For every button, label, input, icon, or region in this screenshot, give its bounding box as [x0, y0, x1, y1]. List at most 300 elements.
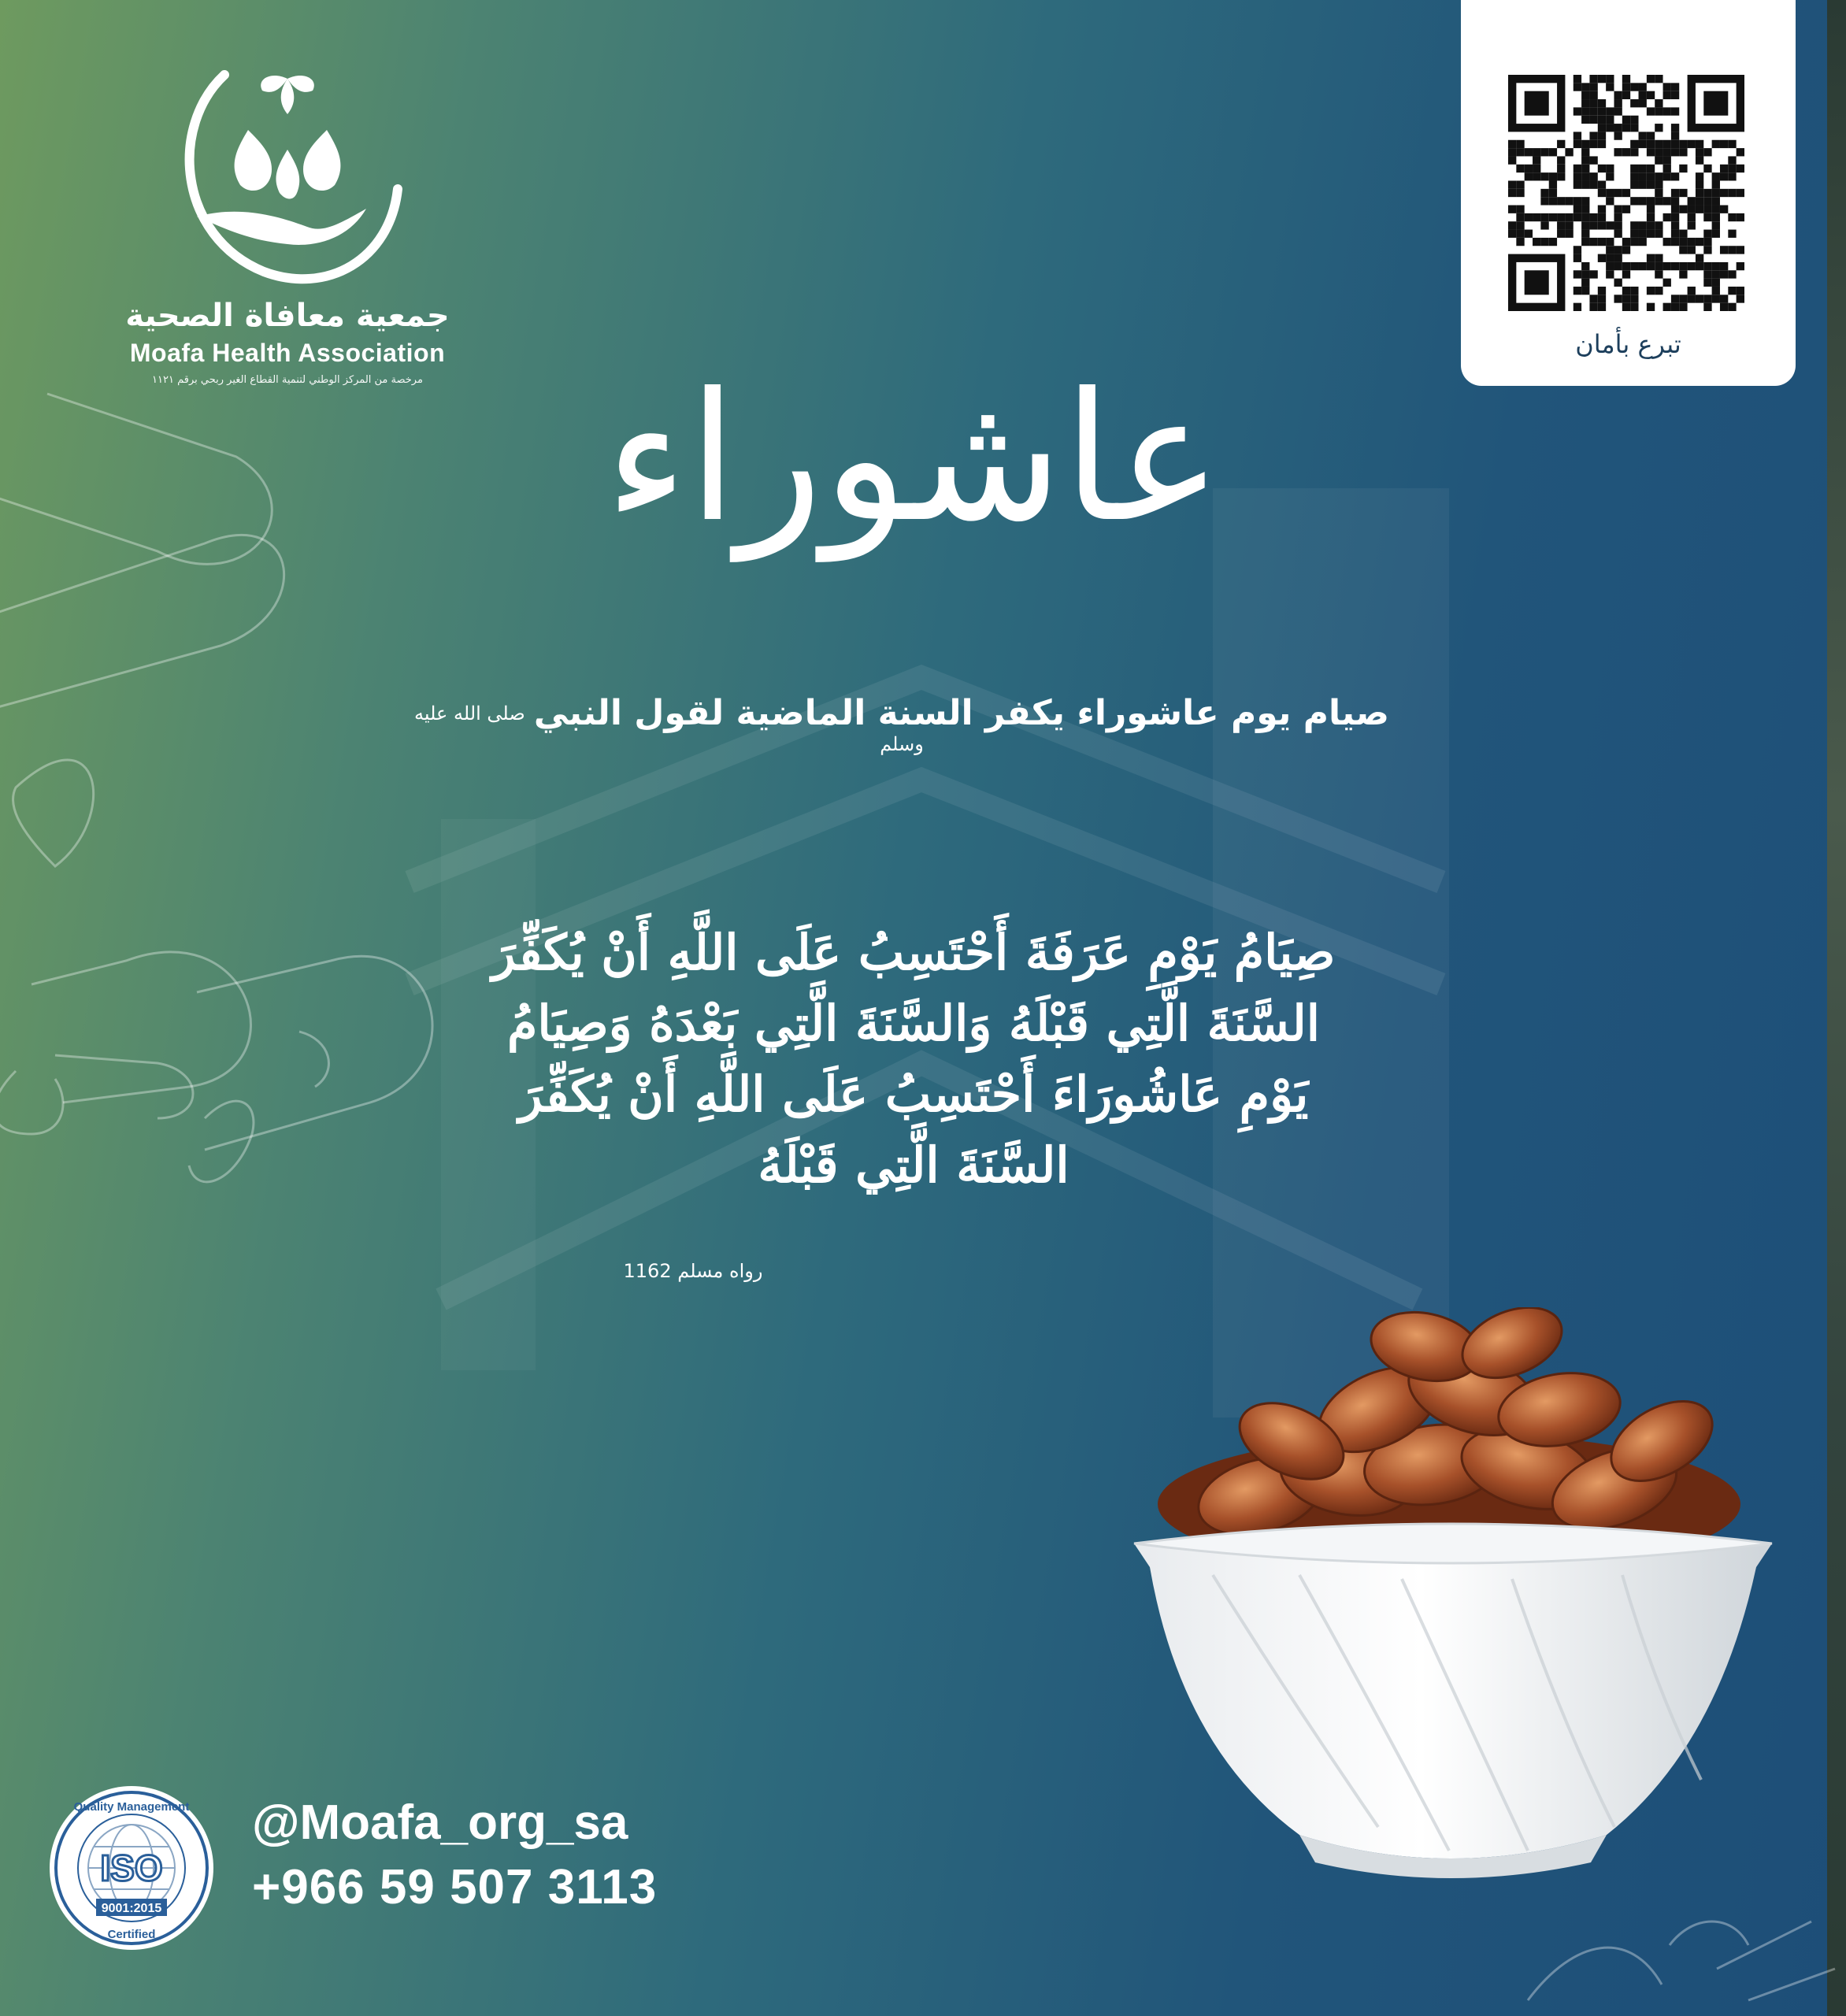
qr-module	[1630, 221, 1638, 229]
qr-module	[1606, 124, 1614, 132]
qr-module	[1574, 165, 1581, 172]
qr-module	[1581, 221, 1589, 229]
qr-module	[1598, 295, 1606, 302]
qr-module	[1679, 189, 1687, 197]
qr-module	[1679, 206, 1687, 213]
qr-module	[1712, 270, 1720, 278]
qr-module	[1663, 91, 1671, 99]
qr-module	[1598, 75, 1606, 83]
qr-module	[1728, 165, 1736, 172]
qr-module	[1671, 197, 1679, 205]
qr-module	[1581, 148, 1589, 156]
qr-module	[1598, 99, 1606, 107]
qr-module	[1647, 262, 1655, 270]
qr-module	[1606, 83, 1614, 91]
qr-module	[1639, 230, 1647, 238]
qr-module	[1679, 148, 1687, 156]
qr-module	[1622, 246, 1630, 254]
qr-module	[1737, 262, 1744, 270]
qr-module	[1614, 230, 1622, 238]
qr-module	[1639, 83, 1647, 91]
qr-module	[1589, 116, 1597, 124]
qr-module	[1565, 197, 1573, 205]
qr-module	[1622, 303, 1630, 311]
qr-module	[1565, 148, 1573, 156]
qr-module	[1696, 206, 1703, 213]
qr-module	[1679, 262, 1687, 270]
qr-module	[1688, 221, 1696, 229]
qr-module	[1574, 246, 1581, 254]
qr-module	[1720, 262, 1728, 270]
qr-module	[1655, 270, 1663, 278]
qr-module	[1598, 221, 1606, 229]
qr-module	[1581, 165, 1589, 172]
qr-module	[1663, 262, 1671, 270]
qr-module	[1639, 221, 1647, 229]
qr-module	[1614, 206, 1622, 213]
qr-module	[1647, 172, 1655, 180]
iso-top-text: Quality Management	[73, 1800, 190, 1814]
qr-module	[1671, 107, 1679, 115]
qr-module	[1688, 262, 1696, 270]
qr-module	[1647, 221, 1655, 229]
qr-module	[1671, 91, 1679, 99]
qr-module	[1516, 148, 1524, 156]
qr-module	[1549, 180, 1557, 188]
qr-module	[1647, 91, 1655, 99]
qr-module	[1712, 140, 1720, 148]
qr-module	[1589, 238, 1597, 246]
qr-module	[1655, 189, 1663, 197]
qr-module	[1679, 165, 1687, 172]
qr-module	[1630, 287, 1638, 295]
qr-module	[1540, 197, 1548, 205]
qr-module	[1630, 140, 1638, 148]
qr-module	[1737, 295, 1744, 302]
hadith-line: السَّنَةَ الَّتِي قَبْلَهُ	[758, 1136, 1069, 1194]
qr-module	[1589, 91, 1597, 99]
qr-module	[1540, 221, 1548, 229]
qr-module	[1737, 165, 1744, 172]
qr-module	[1598, 254, 1606, 262]
qr-module	[1696, 197, 1703, 205]
qr-module	[1630, 262, 1638, 270]
qr-module	[1533, 156, 1540, 164]
qr-module	[1688, 287, 1696, 295]
qr-module	[1703, 279, 1711, 287]
qr-module	[1696, 156, 1703, 164]
qr-module	[1508, 148, 1516, 156]
qr-module	[1671, 132, 1679, 139]
qr-module	[1703, 270, 1711, 278]
qr-module	[1516, 230, 1524, 238]
qr-module	[1614, 124, 1622, 132]
qr-module	[1565, 213, 1573, 221]
license-text: مرخصة من المركز الوطني لتنمية القطاع الغير ربحي برقم ١١٢١	[152, 374, 423, 386]
qr-module	[1671, 303, 1679, 311]
qr-module	[1630, 99, 1638, 107]
qr-module	[1614, 262, 1622, 270]
qr-module	[1606, 238, 1614, 246]
qr-module	[1598, 206, 1606, 213]
qr-module	[1671, 221, 1679, 229]
qr-module	[1663, 107, 1671, 115]
qr-module	[1655, 254, 1663, 262]
qr-module	[1589, 107, 1597, 115]
qr-module	[1581, 270, 1589, 278]
right-edge-strip	[1827, 0, 1846, 2016]
qr-donate-label: تبرع بأمان	[1575, 329, 1681, 359]
qr-module	[1516, 189, 1524, 197]
qr-module	[1622, 189, 1630, 197]
qr-module	[1574, 132, 1581, 139]
qr-module	[1549, 172, 1557, 180]
qr-module	[1663, 165, 1671, 172]
qr-module	[1655, 262, 1663, 270]
association-name-ar: جمعية معافاة الصحية	[125, 298, 450, 334]
qr-module	[1598, 165, 1606, 172]
qr-module	[1614, 279, 1622, 287]
qr-module	[1540, 189, 1548, 197]
qr-module	[1581, 91, 1589, 99]
qr-module	[1671, 124, 1679, 132]
qr-module	[1565, 230, 1573, 238]
qr-module	[1533, 213, 1540, 221]
qr-module	[1581, 99, 1589, 107]
qr-module	[1737, 213, 1744, 221]
qr-module	[1728, 287, 1736, 295]
qr-module	[1614, 213, 1622, 221]
qr-module	[1549, 189, 1557, 197]
qr-module	[1606, 107, 1614, 115]
qr-module	[1630, 124, 1638, 132]
hadith-line: صِيَامُ يَوْمِ عَرَفَةَ أَحْتَسِبُ عَلَى اللَّهِ أَنْ يُكَفِّرَ	[491, 924, 1336, 981]
qr-module	[1516, 238, 1524, 246]
qr-module	[1639, 165, 1647, 172]
qr-module	[1688, 213, 1696, 221]
qr-module	[1598, 180, 1606, 188]
qr-module	[1606, 75, 1614, 83]
qr-module	[1589, 221, 1597, 229]
qr-module	[1508, 221, 1516, 229]
qr-module	[1679, 295, 1687, 302]
qr-module	[1622, 206, 1630, 213]
qr-module	[1696, 254, 1703, 262]
qr-module	[1712, 189, 1720, 197]
qr-module	[1574, 270, 1581, 278]
qr-module	[1728, 140, 1736, 148]
qr-module	[1606, 189, 1614, 197]
qr-module	[1720, 270, 1728, 278]
qr-module	[1655, 140, 1663, 148]
qr-module	[1557, 221, 1565, 229]
qr-module	[1525, 213, 1533, 221]
qr-module	[1549, 197, 1557, 205]
qr-module	[1557, 156, 1565, 164]
qr-module	[1574, 197, 1581, 205]
qr-module	[1614, 148, 1622, 156]
qr-finder-center	[1703, 91, 1728, 116]
qr-module	[1606, 197, 1614, 205]
qr-module	[1639, 91, 1647, 99]
qr-module	[1525, 165, 1533, 172]
qr-module	[1581, 213, 1589, 221]
qr-module	[1728, 270, 1736, 278]
qr-module	[1639, 132, 1647, 139]
qr-module	[1703, 165, 1711, 172]
dates-bowl-image	[1118, 1307, 1796, 1890]
qr-module	[1703, 230, 1711, 238]
qr-module	[1598, 107, 1606, 115]
qr-module	[1688, 295, 1696, 302]
qr-module	[1581, 206, 1589, 213]
qr-module	[1622, 148, 1630, 156]
qr-module	[1696, 238, 1703, 246]
qr-module	[1614, 221, 1622, 229]
qr-module	[1598, 213, 1606, 221]
qr-module	[1720, 165, 1728, 172]
qr-module	[1671, 148, 1679, 156]
qr-module	[1508, 230, 1516, 238]
qr-module	[1557, 230, 1565, 238]
qr-module	[1533, 238, 1540, 246]
qr-module	[1671, 83, 1679, 91]
qr-module	[1696, 148, 1703, 156]
qr-module	[1589, 99, 1597, 107]
qr-module	[1647, 230, 1655, 238]
qr-module	[1581, 230, 1589, 238]
qr-module	[1647, 303, 1655, 311]
qr-module	[1589, 140, 1597, 148]
qr-module	[1614, 189, 1622, 197]
qr-module	[1655, 75, 1663, 83]
qr-module	[1598, 303, 1606, 311]
qr-module	[1589, 295, 1597, 302]
qr-module	[1589, 83, 1597, 91]
subtitle-row	[410, 693, 1394, 758]
qr-module	[1574, 254, 1581, 262]
qr-module	[1737, 246, 1744, 254]
qr-module	[1679, 238, 1687, 246]
qr-module	[1581, 172, 1589, 180]
qr-module	[1663, 83, 1671, 91]
qr-module	[1574, 303, 1581, 311]
qr-module	[1540, 172, 1548, 180]
qr-module	[1647, 140, 1655, 148]
qr-module	[1549, 148, 1557, 156]
qr-module	[1598, 124, 1606, 132]
qr-module	[1679, 246, 1687, 254]
hadith-line: يَوْمِ عَاشُورَاءَ أَحْتَسِبُ عَلَى اللَّهِ أَنْ يُكَفِّرَ	[518, 1065, 1309, 1123]
qr-module	[1671, 189, 1679, 197]
qr-module	[1647, 75, 1655, 83]
qr-module	[1516, 221, 1524, 229]
qr-module	[1574, 206, 1581, 213]
qr-module	[1655, 221, 1663, 229]
qr-module	[1598, 287, 1606, 295]
qr-module	[1703, 213, 1711, 221]
qr-module	[1728, 189, 1736, 197]
qr-module	[1647, 165, 1655, 172]
qr-module	[1589, 303, 1597, 311]
qr-module	[1671, 213, 1679, 221]
qr-module	[1647, 206, 1655, 213]
qr-module	[1647, 148, 1655, 156]
qr-module	[1614, 91, 1622, 99]
qr-module	[1508, 140, 1516, 148]
qr-module	[1728, 172, 1736, 180]
qr-module	[1663, 197, 1671, 205]
qr-module	[1606, 116, 1614, 124]
qr-module	[1703, 148, 1711, 156]
qr-module	[1655, 148, 1663, 156]
qr-module	[1703, 246, 1711, 254]
qr-module	[1630, 148, 1638, 156]
qr-module	[1614, 107, 1622, 115]
qr-module	[1720, 206, 1728, 213]
qr-module	[1589, 75, 1597, 83]
qr-module	[1679, 140, 1687, 148]
qr-module	[1630, 238, 1638, 246]
qr-module	[1720, 303, 1728, 311]
qr-module	[1525, 172, 1533, 180]
social-handle[interactable]: @Moafa_org_sa	[252, 1796, 628, 1850]
qr-module	[1696, 180, 1703, 188]
qr-module	[1614, 99, 1622, 107]
qr-finder-center	[1525, 91, 1549, 116]
qr-module	[1688, 246, 1696, 254]
qr-module	[1655, 107, 1663, 115]
association-logo	[118, 47, 457, 386]
qr-module	[1557, 197, 1565, 205]
qr-module	[1696, 262, 1703, 270]
qr-module	[1696, 295, 1703, 302]
qr-module	[1655, 230, 1663, 238]
qr-module	[1508, 206, 1516, 213]
qr-module	[1565, 221, 1573, 229]
qr-module	[1728, 230, 1736, 238]
qr-module	[1589, 180, 1597, 188]
qr-module	[1655, 124, 1663, 132]
qr-module	[1581, 238, 1589, 246]
qr-module	[1688, 238, 1696, 246]
qr-module	[1639, 238, 1647, 246]
qr-finder-center	[1525, 270, 1549, 295]
qr-module	[1516, 165, 1524, 172]
qr-module	[1614, 246, 1622, 254]
qr-module	[1574, 107, 1581, 115]
qr-module	[1720, 295, 1728, 302]
qr-module	[1581, 180, 1589, 188]
qr-module	[1622, 91, 1630, 99]
qr-module	[1589, 172, 1597, 180]
qr-module	[1647, 254, 1655, 262]
qr-module	[1598, 189, 1606, 197]
qr-donation-card[interactable]	[1461, 0, 1796, 386]
qr-module	[1663, 279, 1671, 287]
qr-module	[1655, 156, 1663, 164]
qr-module	[1540, 238, 1548, 246]
qr-module	[1598, 140, 1606, 148]
qr-module	[1679, 303, 1687, 311]
qr-module	[1655, 197, 1663, 205]
qr-module	[1703, 189, 1711, 197]
phone-number[interactable]: +966 59 507 3113	[252, 1860, 658, 1914]
qr-module	[1655, 287, 1663, 295]
qr-module	[1688, 206, 1696, 213]
qr-module	[1606, 246, 1614, 254]
qr-module	[1630, 172, 1638, 180]
qr-module	[1598, 238, 1606, 246]
hadith-source: رواه مسلم 1162	[623, 1260, 763, 1282]
qr-module	[1622, 262, 1630, 270]
qr-module	[1533, 165, 1540, 172]
association-name-en: Moafa Health Association	[129, 339, 446, 367]
qr-module	[1549, 238, 1557, 246]
qr-module	[1639, 140, 1647, 148]
qr-module	[1639, 262, 1647, 270]
qr-module	[1508, 156, 1516, 164]
qr-module	[1540, 213, 1548, 221]
qr-module	[1557, 213, 1565, 221]
qr-code-icon[interactable]	[1508, 75, 1744, 311]
qr-module	[1622, 238, 1630, 246]
qr-module	[1508, 189, 1516, 197]
qr-module	[1728, 156, 1736, 164]
qr-module	[1647, 107, 1655, 115]
qr-module	[1581, 197, 1589, 205]
qr-module	[1647, 180, 1655, 188]
qr-module	[1679, 230, 1687, 238]
qr-module	[1712, 221, 1720, 229]
qr-module	[1671, 238, 1679, 246]
qr-module	[1516, 180, 1524, 188]
qr-module	[1630, 83, 1638, 91]
qr-module	[1712, 287, 1720, 295]
qr-module	[1606, 270, 1614, 278]
qr-module	[1671, 206, 1679, 213]
qr-module	[1581, 287, 1589, 295]
qr-module	[1728, 213, 1736, 221]
qr-module	[1728, 303, 1736, 311]
qr-module	[1671, 230, 1679, 238]
qr-module	[1712, 213, 1720, 221]
qr-module	[1525, 230, 1533, 238]
qr-module	[1606, 221, 1614, 229]
qr-module	[1516, 206, 1524, 213]
qr-module	[1525, 148, 1533, 156]
qr-module	[1671, 295, 1679, 302]
qr-module	[1622, 270, 1630, 278]
qr-module	[1688, 197, 1696, 205]
qr-module	[1622, 295, 1630, 302]
qr-module	[1737, 148, 1744, 156]
qr-module	[1647, 213, 1655, 221]
qr-module	[1720, 246, 1728, 254]
qr-module	[1663, 140, 1671, 148]
qr-module	[1639, 180, 1647, 188]
qr-module	[1720, 140, 1728, 148]
qr-module	[1581, 83, 1589, 91]
qr-module	[1655, 180, 1663, 188]
qr-module	[1639, 99, 1647, 107]
qr-module	[1663, 156, 1671, 164]
qr-module	[1703, 262, 1711, 270]
qr-module	[1712, 279, 1720, 287]
qr-module	[1663, 148, 1671, 156]
qr-module	[1655, 99, 1663, 107]
qr-module	[1533, 172, 1540, 180]
